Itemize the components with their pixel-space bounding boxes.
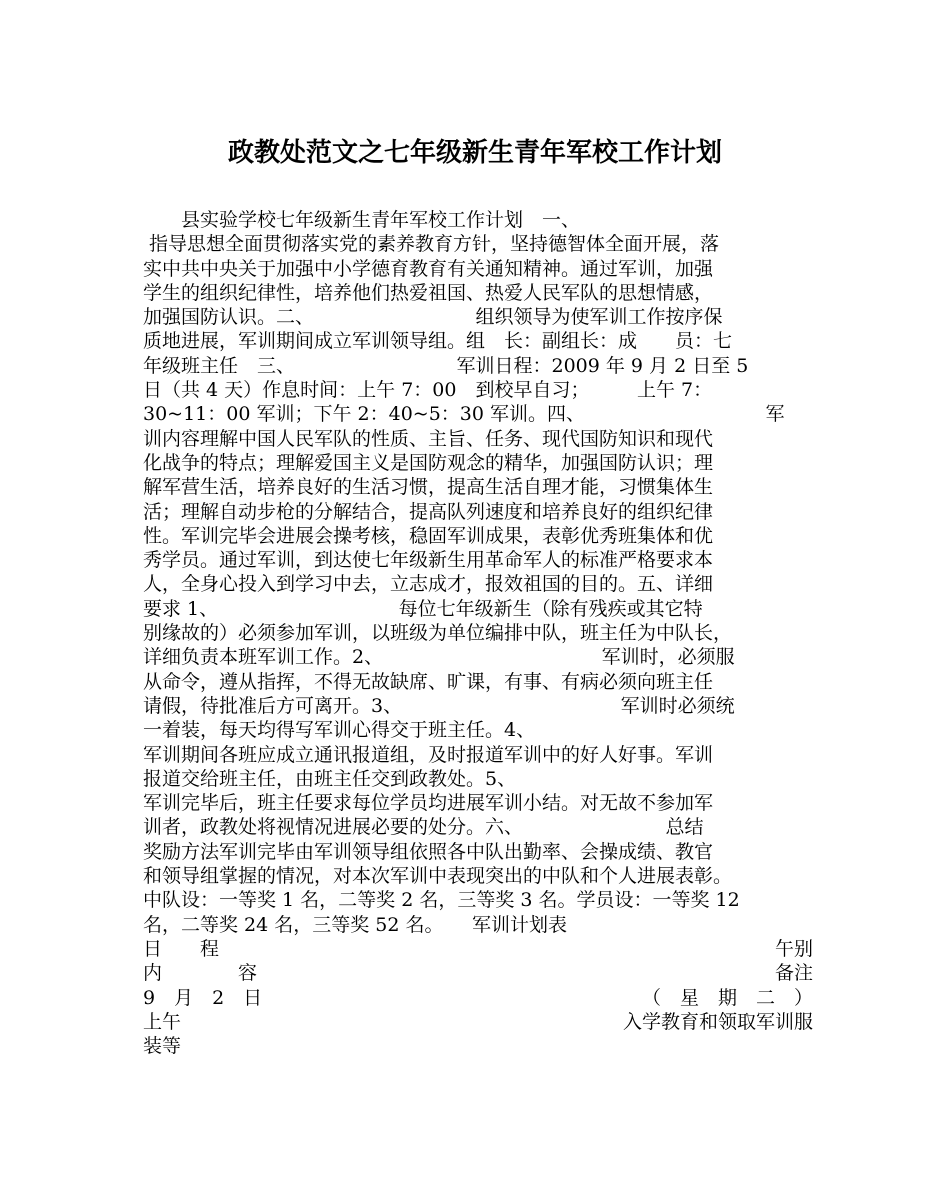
body-line: 报道交给班主任，由班主任交到政教处。5、 (143, 767, 517, 790)
schedule-row (143, 986, 813, 1010)
body-line: 别缘故的）必须参加军训，以班级为单位编排中队，班主任为中队长， (143, 622, 733, 645)
document-title: 政教处范文之七年级新生青年军校工作计划 (227, 138, 722, 168)
body-line: 加强国防认识。二、 组织领导为使军训工作按序保 (143, 306, 723, 329)
schedule-header-row (143, 961, 813, 985)
body-line: 学生的组织纪律性，培养他们热爱祖国、热爱人民军队的思想情感， (143, 281, 714, 304)
body-line: 日（共 4 天）作息时间：上午 7：00 到校早自习； 上午 7： (143, 379, 713, 402)
schedule-period: 上午 (143, 1010, 182, 1033)
schedule-row (143, 1010, 813, 1034)
body-line: 实中共中央关于加强中小学德育教育有关通知精神。通过军训，加强 (143, 257, 714, 280)
schedule-header-period: 午别 (774, 937, 813, 960)
body-line: 和领导组掌握的情况，对本次军训中表现突出的中队和个人进展表彰。 (143, 865, 733, 888)
body-line: 活；理解自动步枪的分解结合，提高队列速度和培养良好的组织纪律 (143, 500, 714, 523)
body-line: 请假，待批准后方可离开。3、 军训时必须统 (143, 694, 735, 717)
schedule-header-remarks: 备注 (774, 962, 813, 985)
schedule-header-row (143, 937, 813, 961)
body-line: 军训期间各班应成立通讯报道组，及时报道军训中的好人好事。军训 (143, 743, 714, 766)
body-line: 要求 1、 每位七年级新生（除有残疾或其它特 (143, 597, 703, 620)
body-line: 中队设：一等奖 1 名，二等奖 2 名，三等奖 3 名。学员设：一等奖 12 (143, 889, 740, 912)
schedule-weekday: （ 星 期 二 ） (641, 986, 813, 1009)
body-line: 训者，政教处将视情况进展必要的处分。六、 总结 (143, 816, 704, 839)
body-line: 人，全身心投入到学习中去，立志成才，报效祖国的目的。五、详细 (143, 573, 714, 596)
body-line: 详细负责本班军训工作。2、 军训时，必须服 (143, 646, 735, 669)
body-line: 质地进展，军训期间成立军训领导组。组 长：副组长：成 员：七 (143, 330, 733, 353)
body-line: 30~11：00 军训；下午 2：40~5：30 军训。四、 军 (143, 403, 785, 426)
body-line: 化战争的特点；理解爱国主义是国防观念的精华，加强国防认识；理 (143, 451, 714, 474)
body-line: 年级班主任 三、 军训日程：2009 年 9 月 2 日至 5 (143, 354, 749, 377)
schedule-content-continued: 装等 (143, 1035, 182, 1058)
body-line: 解军营生活，培养良好的生活习惯，提高生活自理才能，习惯集体生 (143, 476, 714, 499)
body-line: 县实验学校七年级新生青年军校工作计划 一、 (143, 209, 581, 231)
schedule-content: 入学教育和领取军训服 (622, 1010, 813, 1033)
body-line: 奖励方法军训完毕由军训领导组依照各中队出勤率、会操成绩、教官 (143, 840, 714, 863)
schedule-header-date: 日 程 (143, 937, 220, 960)
body-line: 军训完毕后，班主任要求每位学员均进展军训小结。对无故不参加军 (143, 792, 714, 815)
body-line: 秀学员。通过军训，到达使七年级新生用革命军人的标准严格要求本 (143, 549, 714, 572)
schedule-date: 9 月 2 日 (143, 986, 263, 1009)
body-line: 性。军训完毕会进展会操考核，稳固军训成果，表彰优秀班集体和优 (143, 524, 714, 547)
schedule-header-content: 内 容 (143, 962, 258, 985)
body-line: 训内容理解中国人民军队的性质、主旨、任务、现代国防知识和现代 (143, 427, 714, 450)
body-line: 指导思想全面贯彻落实党的素养教育方针，坚持德智体全面开展，落 (143, 233, 720, 256)
body-line: 一着装，每天均得写军训心得交于班主任。4、 (143, 719, 536, 742)
document-body (143, 208, 813, 1058)
body-line: 名，二等奖 24 名，三等奖 52 名。 军训计划表 (143, 913, 568, 936)
body-line: 从命令，遵从指挥，不得无故缺席、旷课，有事、有病必须向班主任 (143, 670, 714, 693)
